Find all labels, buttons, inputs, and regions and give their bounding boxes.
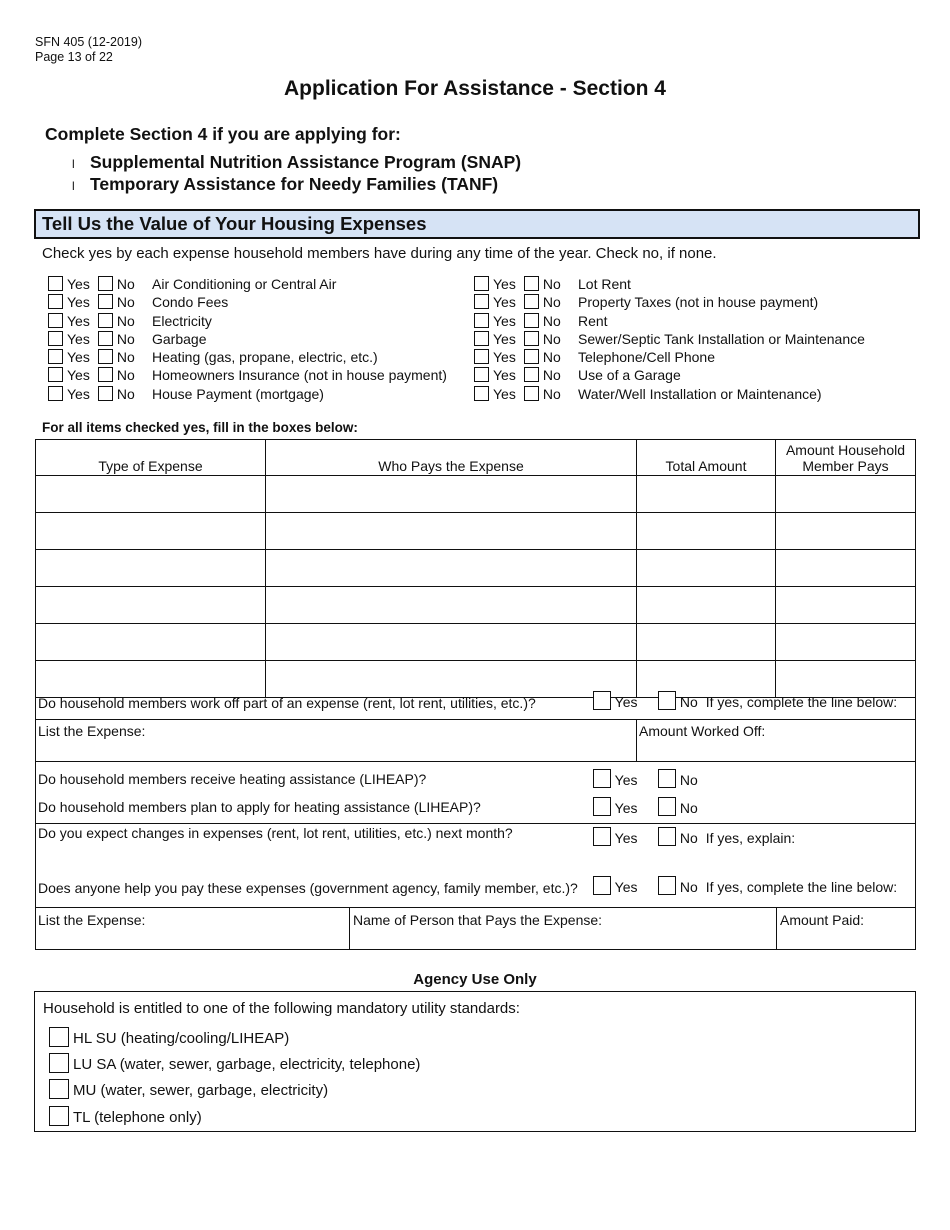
- no-checkbox[interactable]: [658, 876, 676, 895]
- table-row: [36, 550, 916, 587]
- total-amount-cell[interactable]: [637, 550, 776, 587]
- yes-checkbox[interactable]: [474, 313, 489, 328]
- no-checkbox[interactable]: [98, 349, 113, 364]
- type-cell[interactable]: [36, 476, 266, 513]
- yes-checkbox[interactable]: [593, 797, 611, 816]
- yes-checkbox[interactable]: [474, 276, 489, 291]
- yes-checkbox[interactable]: [593, 691, 611, 710]
- yes-no-group: [474, 349, 578, 365]
- yes-label: Yes: [493, 367, 516, 383]
- expense-label: Condo Fees: [152, 294, 229, 310]
- yes-checkbox[interactable]: [474, 294, 489, 309]
- expense-label: Rent: [578, 313, 608, 329]
- program-label: Temporary Assistance for Needy Families (TANF): [90, 174, 499, 194]
- yes-label: Yes: [493, 276, 516, 292]
- yes-label: Yes: [67, 294, 90, 310]
- no-label: No: [679, 800, 698, 816]
- agency-lead: Household is entitled to one of the following mandatory utility standards:: [43, 1000, 520, 1017]
- yes-checkbox[interactable]: [48, 276, 63, 291]
- divider: [349, 907, 350, 949]
- page-title: Application For Assistance - Section 4: [284, 77, 666, 100]
- form-id: [35, 35, 142, 65]
- table-heading: For all items checked yes, fill in the boxes below:: [42, 420, 358, 435]
- expense-label: Property Taxes (not in house payment): [578, 294, 819, 310]
- no-label: No: [679, 879, 698, 895]
- expense-row-left: [48, 276, 336, 294]
- household-pays-cell[interactable]: [776, 587, 916, 624]
- no-checkbox[interactable]: [524, 313, 539, 328]
- yes-label: Yes: [67, 367, 90, 383]
- type-cell[interactable]: [36, 513, 266, 550]
- changes-followup: If yes, explain:: [705, 830, 796, 846]
- no-label: No: [679, 830, 698, 846]
- expense-row-left: [48, 294, 228, 312]
- no-checkbox[interactable]: [98, 313, 113, 328]
- work-off-yes[interactable]: [593, 691, 637, 710]
- option-mu[interactable]: [49, 1079, 328, 1099]
- yes-label: Yes: [614, 830, 638, 846]
- yes-label: Yes: [67, 276, 90, 292]
- total-amount-cell[interactable]: [637, 624, 776, 661]
- bullet-icon: l: [72, 179, 75, 193]
- no-checkbox[interactable]: [524, 276, 539, 291]
- total-amount-cell[interactable]: [637, 513, 776, 550]
- expense-row-left: [48, 313, 212, 331]
- divider: [35, 719, 915, 720]
- yes-label: Yes: [493, 313, 516, 329]
- help-name-label: Name of Person that Pays the Expense:: [353, 912, 603, 928]
- expense-label: Air Conditioning or Central Air: [152, 276, 337, 292]
- who-pays-cell[interactable]: [266, 513, 637, 550]
- no-checkbox[interactable]: [524, 331, 539, 346]
- option-hl-su[interactable]: [49, 1027, 289, 1047]
- yes-no-group: [48, 276, 152, 292]
- no-label: No: [542, 313, 561, 329]
- changes-yes[interactable]: [593, 827, 637, 846]
- expense-row-left: [48, 367, 447, 385]
- expense-row-right: [474, 276, 631, 294]
- no-label: No: [542, 367, 561, 383]
- total-amount-cell[interactable]: [637, 476, 776, 513]
- yes-label: Yes: [493, 349, 516, 365]
- table-row: [36, 587, 916, 624]
- divider: [35, 823, 915, 824]
- who-pays-cell[interactable]: [266, 550, 637, 587]
- expense-label: Homeowners Insurance (not in house payment): [152, 367, 447, 383]
- yes-no-group: [48, 386, 152, 402]
- yes-no-group: [48, 294, 152, 310]
- expense-row-right: [474, 349, 715, 367]
- yes-label: Yes: [614, 800, 638, 816]
- heating-apply-no[interactable]: [658, 797, 698, 816]
- divider: [35, 761, 915, 762]
- heating-apply-yes[interactable]: [593, 797, 637, 816]
- work-off-list-label: List the Expense:: [38, 723, 146, 739]
- no-checkbox[interactable]: [524, 294, 539, 309]
- expense-row-left: [48, 331, 206, 349]
- agency-box: [34, 991, 916, 1132]
- help-followup: If yes, complete the line below:: [705, 879, 898, 895]
- yes-checkbox[interactable]: [474, 367, 489, 382]
- divider: [776, 907, 777, 949]
- col-type-of-expense: Type of Expense: [36, 440, 266, 476]
- yes-label: Yes: [493, 331, 516, 347]
- expense-label: Sewer/Septic Tank Installation or Maintenance: [578, 331, 865, 347]
- yes-no-group: [474, 276, 578, 292]
- expense-label: Electricity: [152, 313, 212, 329]
- yes-label: Yes: [614, 694, 638, 710]
- help-yes[interactable]: [593, 876, 637, 895]
- option-label: MU (water, sewer, garbage, electricity): [73, 1082, 329, 1099]
- expense-label: Use of a Garage: [578, 367, 681, 383]
- checkbox[interactable]: [49, 1106, 69, 1126]
- yes-checkbox[interactable]: [48, 313, 63, 328]
- no-checkbox[interactable]: [524, 349, 539, 364]
- expense-row-left: [48, 386, 324, 404]
- yes-checkbox[interactable]: [474, 386, 489, 401]
- section-instruction: Check yes by each expense household members have during any time of the year. Check no, if none.: [42, 245, 717, 262]
- no-checkbox[interactable]: [658, 769, 676, 788]
- no-label: No: [116, 331, 135, 347]
- yes-checkbox[interactable]: [474, 331, 489, 346]
- type-cell[interactable]: [36, 587, 266, 624]
- no-label: No: [116, 294, 135, 310]
- work-off-followup: If yes, complete the line below:: [705, 694, 898, 710]
- yes-no-group: [474, 313, 578, 329]
- yes-label: Yes: [493, 294, 516, 310]
- expense-label: House Payment (mortgage): [152, 386, 324, 402]
- help-no[interactable]: [658, 876, 897, 895]
- section-header: Tell Us the Value of Your Housing Expenses: [34, 209, 920, 239]
- yes-no-group: [48, 367, 152, 383]
- no-label: No: [542, 294, 561, 310]
- no-label: No: [542, 349, 561, 365]
- expense-table: [35, 439, 916, 698]
- no-checkbox[interactable]: [98, 386, 113, 401]
- yes-no-group: [474, 294, 578, 310]
- amount-worked-off-label: Amount Worked Off:: [639, 723, 766, 739]
- total-amount-cell[interactable]: [637, 587, 776, 624]
- yes-checkbox[interactable]: [593, 769, 611, 788]
- option-tl[interactable]: [49, 1106, 202, 1126]
- help-question: Does anyone help you pay these expenses (government agency, family member, etc.)?: [38, 880, 578, 896]
- expense-row-right: [474, 386, 822, 404]
- heating-receive-question: Do household members receive heating assistance (LIHEAP)?: [38, 771, 427, 787]
- table-row: [36, 624, 916, 661]
- yes-no-group: [48, 331, 152, 347]
- no-label: No: [679, 694, 698, 710]
- checkbox[interactable]: [49, 1079, 69, 1099]
- page-number: Page 13 of 22: [35, 50, 113, 64]
- table-row: [36, 476, 916, 513]
- no-checkbox[interactable]: [658, 691, 676, 710]
- yes-checkbox[interactable]: [48, 294, 63, 309]
- yes-checkbox[interactable]: [474, 349, 489, 364]
- no-label: No: [116, 276, 135, 292]
- col-household-pays: Amount Household Member Pays: [776, 440, 916, 476]
- yes-no-group: [474, 367, 578, 383]
- expense-row-right: [474, 367, 681, 385]
- checkbox[interactable]: [49, 1053, 69, 1073]
- program-snap: [72, 152, 521, 173]
- program-tanf: [72, 174, 498, 195]
- table-row: [36, 513, 916, 550]
- no-checkbox[interactable]: [658, 827, 676, 846]
- yes-label: Yes: [614, 879, 638, 895]
- expense-row-right: [474, 331, 865, 349]
- option-label: LU SA (water, sewer, garbage, electricity, telephone): [73, 1056, 421, 1073]
- yes-checkbox[interactable]: [593, 827, 611, 846]
- no-label: No: [116, 386, 135, 402]
- heating-apply-question: Do household members plan to apply for heating assistance (LIHEAP)?: [38, 799, 481, 815]
- type-cell[interactable]: [36, 624, 266, 661]
- heating-receive-no[interactable]: [658, 769, 698, 788]
- expense-label: Heating (gas, propane, electric, etc.): [152, 349, 378, 365]
- household-pays-cell[interactable]: [776, 624, 916, 661]
- yes-no-group: [48, 313, 152, 329]
- agency-title: Agency Use Only: [413, 971, 537, 988]
- household-pays-cell[interactable]: [776, 513, 916, 550]
- program-label: Supplemental Nutrition Assistance Program (SNAP): [90, 152, 522, 172]
- no-checkbox[interactable]: [524, 367, 539, 382]
- yes-checkbox[interactable]: [48, 331, 63, 346]
- form-number: SFN 405 (12-2019): [35, 35, 143, 49]
- no-checkbox[interactable]: [98, 276, 113, 291]
- no-label: No: [542, 386, 561, 402]
- expense-label: Lot Rent: [578, 276, 631, 292]
- yes-label: Yes: [67, 313, 90, 329]
- household-pays-cell[interactable]: [776, 476, 916, 513]
- work-off-question: Do household members work off part of an expense (rent, lot rent, utilities, etc.)?: [38, 695, 536, 711]
- no-checkbox[interactable]: [98, 331, 113, 346]
- no-label: No: [542, 331, 561, 347]
- col-total-amount: Total Amount: [637, 440, 776, 476]
- no-checkbox[interactable]: [98, 367, 113, 382]
- who-pays-cell[interactable]: [266, 624, 637, 661]
- help-amount-label: Amount Paid:: [780, 912, 865, 928]
- questions-box: [35, 685, 916, 950]
- divider: [35, 907, 915, 908]
- expense-row-left: [48, 349, 378, 367]
- col-who-pays: Who Pays the Expense: [266, 440, 637, 476]
- yes-checkbox[interactable]: [48, 386, 63, 401]
- yes-label: Yes: [67, 386, 90, 402]
- yes-checkbox[interactable]: [48, 367, 63, 382]
- bullet-icon: l: [72, 157, 75, 171]
- no-label: No: [679, 772, 698, 788]
- complete-instruction: Complete Section 4 if you are applying for:: [45, 124, 401, 144]
- who-pays-cell[interactable]: [266, 587, 637, 624]
- yes-label: Yes: [67, 349, 90, 365]
- no-label: No: [116, 313, 135, 329]
- yes-label: Yes: [493, 386, 516, 402]
- no-checkbox[interactable]: [98, 294, 113, 309]
- yes-no-group: [48, 349, 152, 365]
- yes-checkbox[interactable]: [48, 349, 63, 364]
- yes-label: Yes: [67, 331, 90, 347]
- changes-question: Do you expect changes in expenses (rent, lot rent, utilities, etc.) next month?: [38, 825, 513, 841]
- yes-no-group: [474, 331, 578, 347]
- no-checkbox[interactable]: [524, 386, 539, 401]
- type-cell[interactable]: [36, 550, 266, 587]
- checkbox[interactable]: [49, 1027, 69, 1047]
- option-label: TL (telephone only): [73, 1109, 202, 1126]
- heating-receive-yes[interactable]: [593, 769, 637, 788]
- expense-label: Garbage: [152, 331, 207, 347]
- household-pays-cell[interactable]: [776, 550, 916, 587]
- no-checkbox[interactable]: [658, 797, 676, 816]
- changes-no[interactable]: [658, 827, 795, 846]
- expense-label: Water/Well Installation or Maintenance): [578, 386, 822, 402]
- no-label: No: [542, 276, 561, 292]
- no-label: No: [116, 367, 135, 383]
- yes-label: Yes: [614, 772, 638, 788]
- divider: [636, 719, 637, 761]
- option-label: HL SU (heating/cooling/LIHEAP): [73, 1030, 290, 1047]
- expense-row-right: [474, 313, 608, 331]
- no-label: No: [116, 349, 135, 365]
- work-off-no[interactable]: [658, 691, 897, 710]
- expense-label: Telephone/Cell Phone: [578, 349, 715, 365]
- yes-no-group: [474, 386, 578, 402]
- who-pays-cell[interactable]: [266, 476, 637, 513]
- help-list-label: List the Expense:: [38, 912, 146, 928]
- yes-checkbox[interactable]: [593, 876, 611, 895]
- option-lu-sa[interactable]: [49, 1053, 420, 1073]
- expense-row-right: [474, 294, 818, 312]
